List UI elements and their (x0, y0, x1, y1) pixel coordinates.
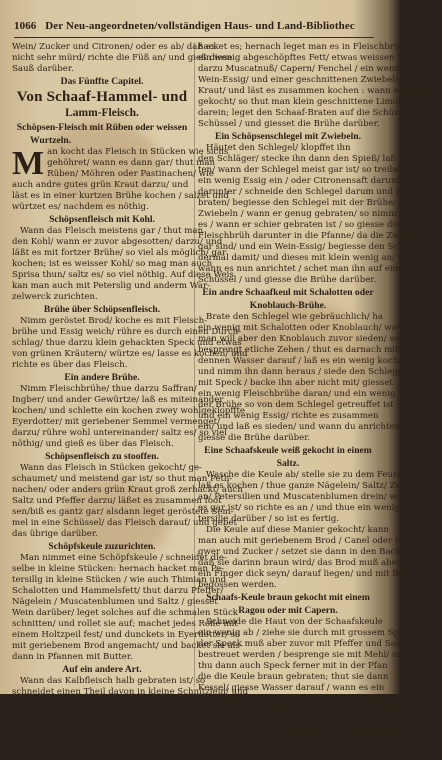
text-line: ein wenig Essig ein / oder Citronensaft darunter/ (198, 176, 412, 186)
text-line: Kessel/ giesse Wasser darauf / wann es ein (198, 683, 385, 693)
text-line: Häutet den Schlegel/ klopffet ihn (206, 143, 351, 153)
header-rule (14, 37, 374, 38)
text-line: brühe und Essig weich/ rühre es durch einen Durch- (12, 327, 242, 337)
text-line: darzu/ rühre wohl untereinander/ saltz es/ so viel (12, 428, 228, 438)
text-line: ein wenig Fleischbrühe daran/ und ein wenig (198, 389, 396, 399)
text-line: läßt es mit fortzer Brühe/ so viel als möglich/ gar (12, 248, 227, 258)
text-line: kochen; ist es weisser Kohl/ so mag man auch (12, 259, 213, 269)
text-line: Wasche die Keule ab/ stelle sie zu dem Feur/ (206, 470, 401, 480)
recipe-heading: Schöpfskeule zuzurichten. (48, 541, 156, 552)
page-header (14, 20, 374, 36)
text-line: den Kohl/ wann er zuvor abgesotten/ darzu/ und (12, 237, 223, 247)
text-line: Nägelein / Muscatenblumen und Saltz / giesset (12, 597, 218, 607)
text-line: wann es nun anrichtet / schet man ihn auf eine (198, 264, 404, 274)
text-line: Brate den Schlegel wie gebräuchlich/ ha (206, 312, 384, 322)
text-line: darzu Muscatnuß/ Capern/ Fenchel / ein wenig (198, 64, 403, 74)
recipe-heading: Brühe über Schöpsenfleisch. (43, 304, 161, 315)
text-line: mit geriebenem Brod angemacht/ und backet sie als- (12, 641, 243, 651)
text-line: Wein darüber/ leget solches auf die schmalen Stück (12, 608, 239, 618)
recipe-heading: Schöpsen-Fleisch mit Rüben oder weissen (16, 122, 188, 133)
text-line: begossen werden. (198, 580, 277, 590)
text-line: ten/ wann der Schlegel meist gar ist/ so treibe ihn (198, 165, 417, 175)
text-line: zelwerck zurichten. (12, 292, 98, 302)
text-line: sen/biß es gantz gar/ alsdann leget geröstete Sem- (12, 507, 234, 517)
text-line: auch andre gutes grün Kraut darzu/ und (12, 180, 189, 190)
text-line: daß sie darinn braun wird/ das Brod muß aber fein (198, 558, 421, 568)
text-line: und nimm ihn dann heraus / siede den Schlege (198, 367, 403, 377)
text-line: Zwiebeln / wann er genug gebraten/ so nimm (198, 209, 397, 219)
recipe-heading: Lamm-Fleisch. (65, 107, 139, 119)
text-line: Wann das Kalbfleisch halb gebraten ist/ so (20, 676, 206, 686)
text-line: Wann das Fleisch meistens gar / thut man (20, 226, 204, 236)
right-column (198, 42, 442, 759)
text-line: man auch mit geriebenem Brod / Canel oder In- (198, 536, 407, 546)
page-number: 1066 (14, 20, 37, 32)
text-line: richte es über das Fleisch. (12, 360, 128, 370)
text-line: Nimm geröstet Brod/ koche es mit Fleisch- (20, 316, 208, 326)
text-line: ein/ und laß es sieden/ und wann du anrichten (198, 422, 401, 432)
text-line: Sauß darüber. (12, 64, 74, 74)
text-line: Schalotten und Hammelsfett/ thut darzu Pfeffer/ (12, 586, 224, 596)
drop-cap-initial: M (12, 145, 45, 182)
text-line: Topff/ und giesse von der Suppe / worinn die Keule (198, 738, 421, 748)
running-head: Der Neu-angeordneten/vollständigen Haus- und Land-Bibliothec (45, 20, 355, 32)
recipe-heading: Schöpsenfleisch mit Kohl. (49, 214, 155, 225)
text-line: und ein wenig Essig/ richte es zusammen (198, 411, 379, 421)
recipe-heading: Eine Schaafskeule weiß gekocht in einem (204, 445, 372, 456)
text-line: nicht sehr mürd/ richte die Füß an/ und gieß diese (12, 53, 233, 63)
paragraph-with-initial (12, 145, 229, 213)
text-line: an kocht das Fleisch in Stücken wie sichs (47, 147, 229, 157)
text-line: Ingber/ und ander Gewürtze/ laß es miteinander (12, 395, 224, 405)
text-line: die die Keule braun gebraten; thut sie dann (198, 672, 389, 682)
recipe-heading: Wurtzeln. (30, 135, 72, 146)
text-line: Kraut/ und läst es zusammen kochen : wann es genug (198, 86, 433, 96)
text-line: das übrige darüber. (12, 529, 98, 539)
recipe-heading: Das Fünffte Capitel. (60, 76, 144, 87)
text-line: Nimm Fleischbrühe/ thue darzu Saffran/ (20, 384, 197, 394)
text-line: Rüben/ Möhren oder Pastinachen/ wie (47, 169, 214, 179)
recipe-heading: Ein andre Schaafkeul mit Schalotten oder (202, 287, 374, 298)
recipe-heading: Knoblauch-Brühe. (249, 300, 327, 311)
text-line: tersillg in kleine Stücken / wie auch Thimian und (12, 575, 227, 585)
text-line: wenig Nägelein/ Muscatenblumen/ Saltz und Zwie- (198, 705, 421, 715)
recipe-heading: Ragou oder mit Capern. (238, 605, 338, 616)
text-line: ein wenig mit Schalotten oder Knoblauch/ wann (198, 323, 408, 333)
text-line: Schneide die Haut von der Schaafskeule (206, 617, 383, 627)
text-line: darein; leget den Schaaf-Braten auf die Schüssel/ und (198, 108, 434, 118)
text-line: darunter / schneide den Schlegel darum und gib ihn (198, 187, 426, 197)
text-line: Wann das Fleisch in Stücken gekocht/ ge- (20, 463, 202, 473)
text-line: mel in eine Schüssel/ das Fleisch darauf/ und gebet (12, 518, 237, 528)
text-line: einem Holtzpeil fest/ und dunckets in Eyerdotter/ so (12, 630, 241, 640)
text-line: von grünen Kräutern/ würtze es/ lasse es kochen/ und (12, 349, 248, 359)
text-line: laß es kochen / thue ganze Nägelein/ Saltz/ Zwi- (198, 481, 409, 491)
recipe-heading: Von Schaaf-Hammel- und (16, 89, 188, 105)
text-line: ein Finger dick seyn/ darauf liegen/ und mit Butter (198, 569, 421, 579)
text-line: Sprisa thun/ saltz es/ so viel nöthig. Auf diese Weis (12, 270, 234, 280)
text-line: besprengt etliche Zehen / thut es darnach mit (198, 345, 399, 355)
text-line: gekocht/ so thut man klein geschnittene Limonen (198, 97, 414, 107)
text-line: den Schläger/ stecke ihn dann den Spieß/ laß ihn bra- (198, 154, 434, 164)
text-line: nöthig/ und gieß es über das Fleisch. (12, 439, 174, 449)
text-line: bestreuet werden / besprenge sie mit Mehl/ und (198, 650, 409, 660)
text-line: Saltz und Pfeffer darzu/ läßet es zusammen foot (12, 496, 222, 506)
text-line: mit Speck / backe ihn aber nicht mit/ giesset (198, 378, 393, 388)
text-line: Die Keule auf diese Manier gekocht/ kann (206, 525, 389, 535)
text-line: selbe in kleine Stücken: hernach hacket man Pe- (12, 564, 225, 574)
text-line: Fleischbrüh darunter in die Pfanne/ da die Zwiebel (198, 231, 421, 241)
text-line: an/ Petersilien und Muscatenblumen drein/ wann (198, 492, 413, 502)
recipe-heading: Auf ein andere Art. (62, 664, 142, 675)
text-line: es / wann er schier gebraten ist / so giesse die von (198, 220, 419, 230)
text-line: Schüssel / und giesse die Brühe darüber. (198, 275, 377, 285)
text-line: läst es in einer kurtzen Brühe kochen / salzet und (12, 191, 229, 201)
text-line: man will aber den Knoblauch zuvor sieden/ so (198, 334, 399, 344)
recipe-heading: Ein andere Brühe. (64, 372, 140, 383)
text-line: ein wenig abgeschöpftes Fett/ etwas weissen Wein/ thut (198, 53, 442, 63)
text-line: schneidet einen Theil davon in kleine Schnitzlein/ und (12, 687, 249, 697)
recipe-heading: Ein Schöpsenschlegel mit Zwiebeln. (214, 131, 362, 142)
text-line: Wein/ Zucker und Citronen/ oder es ab/ daß es (12, 42, 216, 52)
text-line: einen Ragou darzu / und thu dann Carbonaden (198, 727, 403, 737)
text-line: gar sind/ und ein Wein-Essig/ begiesse den Schlegel (198, 242, 425, 252)
text-line: hacket es; hernach leget man es in Fleischbrühe/ (198, 42, 413, 52)
text-line: kan man auch mit Peterslig und anderm War- (12, 281, 210, 291)
text-line: gehöhret/ wann es dann gar/ thut man (47, 158, 216, 168)
text-line: Sellerie/ etwas Butter/ setzet es in der Pfann (198, 716, 394, 726)
text-line: braten/ begiesse den Schlegel mit der Brühe/ ob (198, 198, 410, 208)
text-line: dennen Wasser darauf / laß es ein wenig kochen/ (198, 356, 412, 366)
text-line: ein wenig ab / ziehe sie durch mit grossem Speck/ (198, 628, 417, 638)
recipe-heading: Schaafs-Keule braun gekocht mit einem (206, 592, 370, 603)
text-line: der Speck muß aber zuvor mit Pfeffer und Saltz (198, 639, 407, 649)
text-line: würtzet es/ nachdem es nöthig. (12, 202, 149, 212)
text-line: der Brühe so von dem Schlegel getreuffet ist (198, 400, 394, 410)
text-line: Schüssel / und giesset die Brühe darüber. (198, 119, 380, 129)
text-line: den gebratenen Speck in einer Topff/ nebenst ein (198, 694, 414, 704)
text-line: Eyerdotter/ mit geriebener Semmel vermenget/ (12, 417, 220, 427)
text-line: Wein-Essig/ und einer geschnittenen Zwiebel/ grün (198, 75, 422, 85)
text-line: Man nimmet eine Schöpfskeule / schneidet die- (20, 553, 227, 563)
text-line: schnitten/ und rollet sie auf; machet jedes Rolle mit (12, 619, 238, 629)
text-line: dermal damit/ und dieses mit klein wenig an/ und (198, 253, 415, 263)
text-line: es gar ist/ so richte es an / und thue ein wenig Pe- (198, 503, 417, 513)
text-line: schlag/ thue darzu klein gehackten Speck und etwas (12, 338, 242, 348)
text-line: kochen/ und schlette ein kochen zwey wohlgeklopffte (12, 406, 246, 416)
text-line: giesse die Brühe darüber. (198, 433, 311, 443)
text-line: tersilie darüber / so ist es fertig. (198, 514, 340, 524)
text-line: thu dann auch Speck ferner mit in der Pfan (198, 661, 388, 671)
text-line: gwer und Zucker / setzet sie dann in den Back Ofen/ (198, 547, 428, 557)
text-line: gekocht/ darauf / laß es einmal durchkochen/ richte sie (198, 749, 440, 759)
recipe-heading: Saltz. (276, 458, 300, 469)
recipe-heading: Schöpsenfleisch zu stooffen. (45, 451, 159, 462)
text-line: dann in Pfannen mit Butter. (12, 652, 133, 662)
text-line: schaumet/ und meistend gar ist/ so thut man Petli- (12, 474, 233, 484)
text-line: nachen/ oder anders grün Kraut groß zerhackt/ auch (12, 485, 243, 495)
